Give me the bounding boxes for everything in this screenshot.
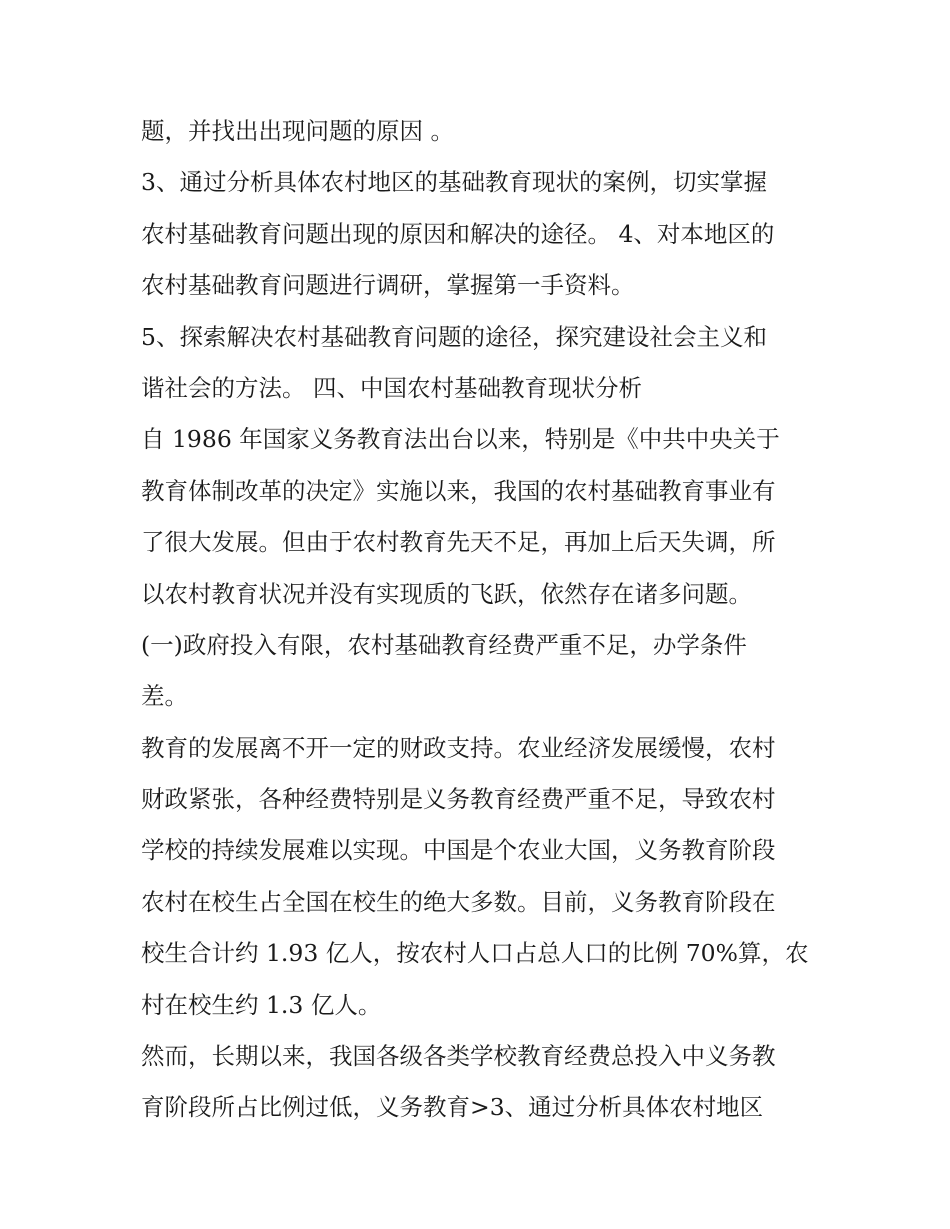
text-line: 村在校生约 1.3 亿人。 <box>141 990 382 1019</box>
text-line: 了很大发展。但由于农村教育先天不足，再加上后天失调，所 <box>141 528 776 557</box>
text-line: 农村基础教育问题进行调研，掌握第一手资料。 <box>141 271 635 300</box>
text-line: 校生合计约 1.93 亿人，按农村人口占总人口的比例 70%算，农 <box>141 939 809 968</box>
text-line: 育阶段所占比例过低，义务教育>3、通过分析具体农村地区 <box>141 1093 764 1122</box>
text-line: 3、通过分析具体农村地区的基础教育现状的案例，切实掌握 <box>141 168 767 197</box>
text-line: (一)政府投入有限，农村基础教育经费严重不足，办学条件 <box>141 630 747 659</box>
text-line: 学校的持续发展难以实现。中国是个农业大国，义务教育阶段 <box>141 836 776 865</box>
text-line: 谐社会的方法。 四、中国农村基础教育现状分析 <box>141 373 642 402</box>
text-line: 教育体制改革的决定》实施以来，我国的农村基础教育事业有 <box>141 476 776 505</box>
text-line: 以农村教育状况并没有实现质的飞跃，依然存在诸多问题。 <box>141 579 752 608</box>
text-line: 5、探索解决农村基础教育问题的途径，探究建设社会主义和 <box>141 322 767 351</box>
text-line: 农村基础教育问题出现的原因和解决的途径。 4、对本地区的 <box>141 219 775 248</box>
text-line: 农村在校生占全国在校生的绝大多数。目前，义务教育阶段在 <box>141 887 776 916</box>
text-line: 财政紧张，各种经费特别是义务教育经费严重不足，导致农村 <box>141 785 776 814</box>
text-line: 差。 <box>141 682 188 711</box>
text-line: 自 1986 年国家义务教育法出台以来，特别是《中共中央关于 <box>141 425 780 454</box>
text-line: 题，并找出出现问题的原因 。 <box>141 117 454 145</box>
text-line: 教育的发展离不开一定的财政支持。农业经济发展缓慢，农村 <box>141 733 776 762</box>
text-line: 然而，长期以来，我国各级各类学校教育经费总投入中义务教 <box>141 1042 776 1071</box>
body-text <box>141 106 831 1134</box>
